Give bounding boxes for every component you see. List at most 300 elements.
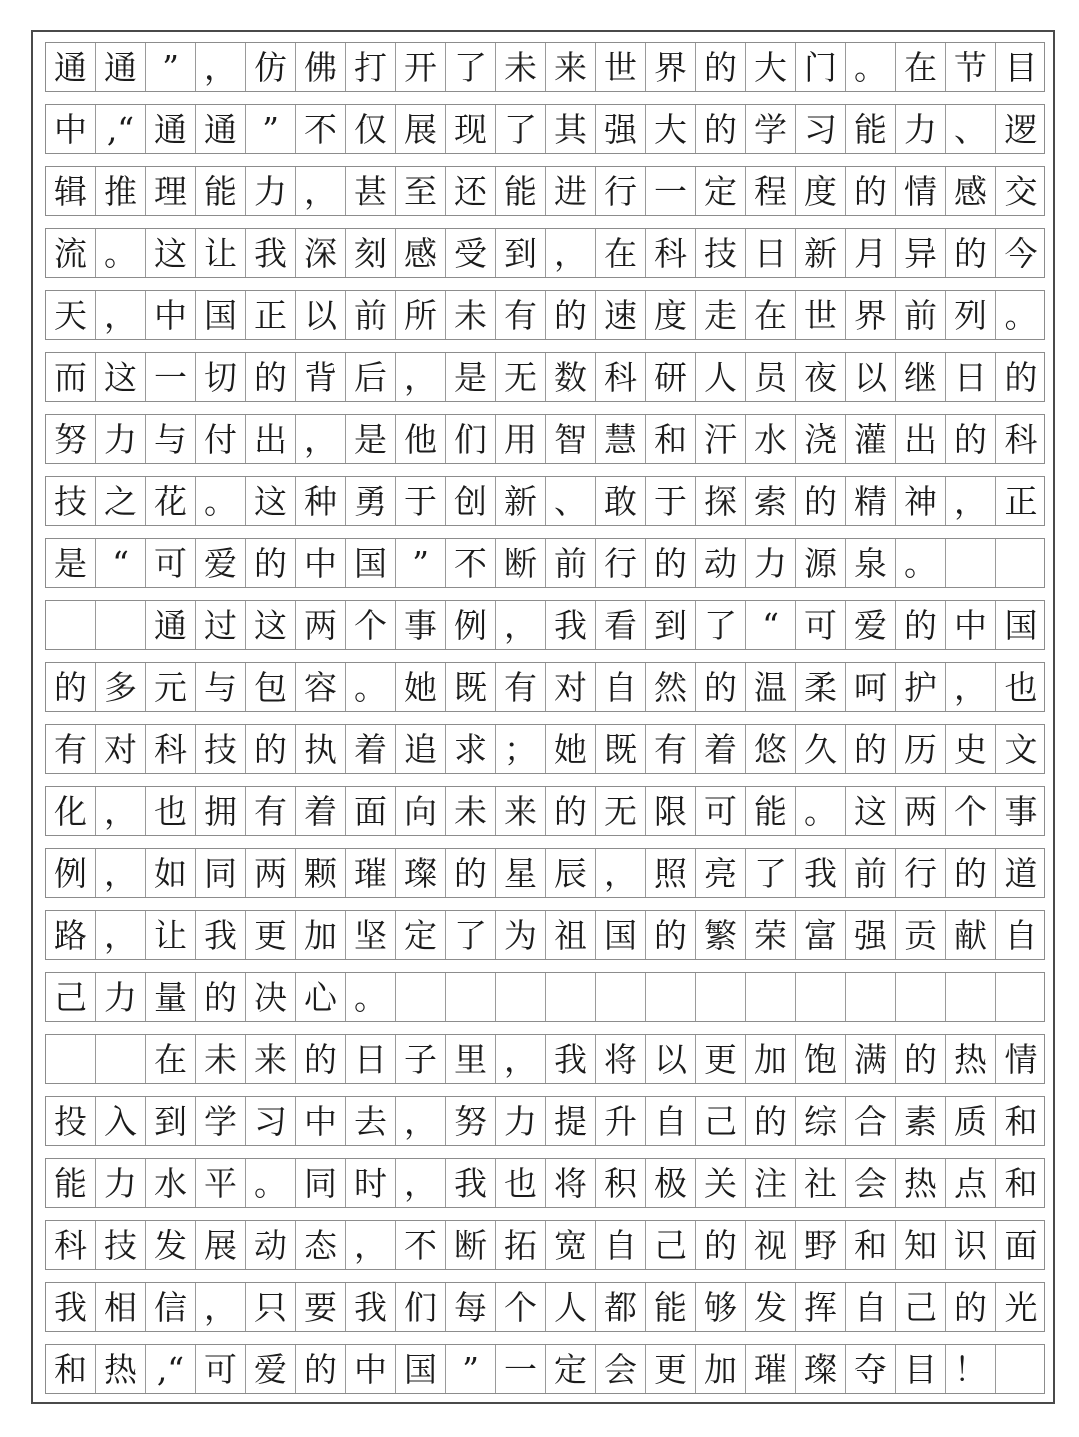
character: 通	[54, 47, 87, 87]
grid-cell	[346, 477, 396, 525]
grid-cell	[446, 601, 496, 649]
grid-row	[45, 972, 1045, 1022]
character: 未	[204, 1039, 237, 1079]
grid-cell	[546, 601, 596, 649]
character: 也	[154, 791, 187, 831]
character: 和	[854, 1225, 887, 1265]
character: 道	[1004, 853, 1038, 893]
grid-cell	[396, 229, 446, 277]
grid-cell	[646, 1035, 696, 1083]
character: 国	[404, 1349, 437, 1389]
grid-cell	[196, 663, 246, 711]
character: 史	[954, 729, 987, 769]
grid-cell	[596, 1159, 646, 1207]
grid-cell	[746, 725, 796, 773]
grid-cell	[846, 353, 896, 401]
character: 月	[854, 233, 887, 273]
character: 为	[504, 915, 537, 955]
character: 科	[54, 1225, 87, 1265]
grid-cell	[446, 105, 496, 153]
grid-cell	[996, 1035, 1046, 1083]
grid-cell	[396, 1221, 446, 1269]
grid-cell	[446, 849, 496, 897]
grid-row	[45, 1096, 1045, 1146]
character: 走	[704, 295, 737, 335]
grid-cell	[396, 539, 446, 587]
character: 节	[954, 47, 987, 87]
grid-cell	[796, 1221, 846, 1269]
character: 度	[804, 171, 837, 211]
character: 一	[654, 171, 687, 211]
grid-cell	[746, 1097, 796, 1145]
grid-cell	[196, 1159, 246, 1207]
character: 程	[754, 171, 787, 211]
grid-row	[45, 662, 1045, 712]
character: 技	[704, 233, 737, 273]
character: 未	[454, 791, 487, 831]
grid-row	[45, 290, 1045, 340]
grid-cell	[196, 477, 246, 525]
grid-cell	[546, 43, 596, 91]
grid-cell	[346, 973, 396, 1021]
character: 面	[1004, 1225, 1038, 1265]
grid-row	[45, 1344, 1045, 1394]
character: 这	[104, 357, 137, 397]
grid-cell	[346, 415, 396, 463]
grid-cell	[746, 911, 796, 959]
grid-cell	[596, 415, 646, 463]
grid-cell	[196, 539, 246, 587]
grid-cell	[46, 353, 96, 401]
grid-cell	[696, 849, 746, 897]
grid-cell	[696, 601, 746, 649]
grid-cell	[546, 1097, 596, 1145]
grid-cell	[996, 415, 1046, 463]
grid-cell	[96, 1221, 146, 1269]
character: ！	[954, 1349, 987, 1389]
character: 照	[654, 853, 687, 893]
grid-cell	[46, 1035, 96, 1083]
grid-cell	[996, 539, 1046, 587]
character: 后	[354, 357, 387, 397]
grid-cell	[946, 291, 996, 339]
grid-cell	[246, 43, 296, 91]
grid-cell	[196, 353, 246, 401]
grid-cell	[546, 1345, 596, 1393]
grid-cell	[996, 1221, 1046, 1269]
grid-cell	[946, 1097, 996, 1145]
grid-cell	[996, 291, 1046, 339]
character: 目	[904, 1349, 937, 1389]
grid-row	[45, 104, 1045, 154]
grid-cell	[296, 1035, 346, 1083]
character: 新	[804, 233, 837, 273]
grid-cell	[896, 105, 946, 153]
character: 这	[154, 233, 187, 273]
grid-cell	[346, 291, 396, 339]
character: 刻	[354, 233, 387, 273]
character: ，	[304, 171, 337, 211]
character: 现	[454, 109, 487, 149]
character: 国	[354, 543, 387, 583]
grid-cell	[846, 229, 896, 277]
grid-cell	[496, 1159, 546, 1207]
grid-cell	[246, 1221, 296, 1269]
character: 光	[1004, 1287, 1038, 1327]
character: 技	[54, 481, 87, 521]
character: 力	[104, 977, 137, 1017]
grid-cell	[496, 353, 546, 401]
character: ”	[262, 109, 279, 149]
grid-cell	[646, 1159, 696, 1207]
character: 深	[304, 233, 337, 273]
character: 加	[704, 1349, 737, 1389]
character: 日	[954, 357, 987, 397]
character: 无	[604, 791, 637, 831]
grid-cell	[196, 973, 246, 1021]
grid-cell	[246, 539, 296, 587]
grid-cell	[146, 973, 196, 1021]
grid-cell	[96, 229, 146, 277]
grid-cell	[696, 477, 746, 525]
character: 的	[854, 729, 887, 769]
grid-cell	[746, 1221, 796, 1269]
grid-cell	[346, 1221, 396, 1269]
character: 久	[804, 729, 837, 769]
character: 满	[854, 1039, 887, 1079]
character: 的	[954, 853, 987, 893]
character: 例	[454, 605, 487, 645]
character: 花	[154, 481, 187, 521]
grid-cell	[246, 477, 296, 525]
character: 佛	[304, 47, 337, 87]
character: 的	[754, 1101, 787, 1141]
grid-cell	[846, 911, 896, 959]
character: 数	[554, 357, 587, 397]
grid-cell	[296, 43, 346, 91]
grid-cell	[796, 353, 846, 401]
character: 力	[104, 419, 137, 459]
character: 要	[304, 1287, 337, 1327]
character: 泉	[854, 543, 887, 583]
grid-cell	[546, 973, 596, 1021]
character: 受	[454, 233, 487, 273]
character: 逻	[1004, 109, 1038, 149]
character: 背	[304, 357, 337, 397]
character: 和	[54, 1349, 87, 1389]
grid-cell	[596, 539, 646, 587]
character: ，	[104, 915, 137, 955]
character: 着	[304, 791, 337, 831]
character: ，	[604, 853, 637, 893]
grid-cell	[996, 1159, 1046, 1207]
character: 的	[554, 791, 587, 831]
character: 新	[504, 481, 537, 521]
grid-row	[45, 1220, 1045, 1270]
grid-cell	[96, 1159, 146, 1207]
character: 。	[254, 1163, 287, 1203]
grid-cell	[46, 849, 96, 897]
character: 慧	[604, 419, 637, 459]
grid-cell	[596, 787, 646, 835]
grid-cell	[146, 663, 196, 711]
character: 水	[754, 419, 787, 459]
grid-row	[45, 1034, 1045, 1084]
grid-cell	[146, 477, 196, 525]
character: 执	[304, 729, 337, 769]
character: 可	[154, 543, 187, 583]
character: 发	[154, 1225, 187, 1265]
character: 积	[604, 1163, 637, 1203]
grid-cell	[196, 787, 246, 835]
character: ，	[554, 233, 587, 273]
grid-cell	[946, 1221, 996, 1269]
grid-cell	[746, 353, 796, 401]
grid-cell	[596, 477, 646, 525]
character: 元	[154, 667, 187, 707]
character: 切	[204, 357, 237, 397]
character: 来	[554, 47, 587, 87]
character: 打	[354, 47, 387, 87]
character: 的	[654, 543, 687, 583]
character: 祖	[554, 915, 587, 955]
grid-cell	[296, 229, 346, 277]
character: 化	[54, 791, 87, 831]
character: 自	[604, 1225, 637, 1265]
grid-cell	[946, 477, 996, 525]
grid-cell	[896, 229, 946, 277]
grid-cell	[296, 663, 346, 711]
grid-cell	[746, 1345, 796, 1393]
grid-cell	[996, 849, 1046, 897]
grid-cell	[496, 229, 546, 277]
grid-cell	[446, 1345, 496, 1393]
grid-cell	[546, 229, 596, 277]
grid-cell	[396, 1097, 446, 1145]
character: 的	[454, 853, 487, 893]
grid-cell	[346, 105, 396, 153]
grid-cell	[996, 601, 1046, 649]
character: 不	[454, 543, 487, 583]
character: 只	[254, 1287, 287, 1327]
character: 能	[754, 791, 787, 831]
grid-cell	[546, 725, 596, 773]
grid-cell	[446, 291, 496, 339]
grid-cell	[296, 601, 346, 649]
character: 自	[604, 667, 637, 707]
grid-cell	[346, 849, 396, 897]
grid-cell	[446, 1097, 496, 1145]
grid-cell	[896, 1097, 946, 1145]
character: 通	[204, 109, 237, 149]
character: 中	[954, 605, 987, 645]
grid-cell	[946, 663, 996, 711]
character: 们	[404, 1287, 437, 1327]
grid-cell	[96, 105, 146, 153]
grid-cell	[746, 1283, 796, 1331]
grid-cell	[446, 787, 496, 835]
character: 日	[354, 1039, 387, 1079]
grid-row	[45, 166, 1045, 216]
grid-cell	[496, 973, 546, 1021]
grid-cell	[296, 1283, 346, 1331]
character: 汗	[704, 419, 737, 459]
grid-cell	[396, 911, 446, 959]
grid-cell	[596, 291, 646, 339]
character: 都	[604, 1287, 637, 1327]
grid-cell	[946, 43, 996, 91]
character: 繁	[704, 915, 737, 955]
grid-cell	[346, 725, 396, 773]
grid-cell	[696, 663, 746, 711]
character: ，	[204, 47, 237, 87]
grid-cell	[246, 725, 296, 773]
grid-cell	[596, 1345, 646, 1393]
character: 点	[954, 1163, 987, 1203]
grid-cell	[346, 353, 396, 401]
character: 目	[1004, 47, 1038, 87]
character: 自	[654, 1101, 687, 1141]
grid-cell	[446, 973, 496, 1021]
grid-cell	[396, 291, 446, 339]
character: 她	[554, 729, 587, 769]
character: 人	[704, 357, 737, 397]
character: 个	[504, 1287, 537, 1327]
character: 饱	[804, 1039, 837, 1079]
grid-cell	[946, 725, 996, 773]
grid-cell	[196, 167, 246, 215]
grid-cell	[296, 477, 346, 525]
grid-cell	[196, 1035, 246, 1083]
grid-cell	[446, 725, 496, 773]
grid-cell	[696, 105, 746, 153]
character: 前	[904, 295, 937, 335]
grid-cell	[496, 477, 546, 525]
grid-cell	[746, 229, 796, 277]
character: 异	[904, 233, 937, 273]
character: 是	[454, 357, 487, 397]
grid-cell	[646, 1097, 696, 1145]
character: 。	[804, 791, 837, 831]
grid-cell	[46, 1345, 96, 1393]
grid-cell	[796, 415, 846, 463]
character: 来	[254, 1039, 287, 1079]
grid-cell	[196, 1283, 246, 1331]
character: 之	[104, 481, 137, 521]
character: 路	[54, 915, 87, 955]
grid-cell	[246, 973, 296, 1021]
grid-cell	[146, 601, 196, 649]
grid-cell	[596, 229, 646, 277]
grid-cell	[246, 291, 296, 339]
character: 力	[254, 171, 287, 211]
grid-cell	[96, 1035, 146, 1083]
character: 的	[954, 233, 987, 273]
grid-cell	[546, 1221, 596, 1269]
character: 进	[554, 171, 587, 211]
character: 科	[654, 233, 687, 273]
grid-cell	[496, 601, 546, 649]
character: 可	[804, 605, 837, 645]
grid-cell	[896, 1221, 946, 1269]
grid-cell	[546, 415, 596, 463]
character: 以	[854, 357, 887, 397]
character: ，	[954, 667, 987, 707]
grid-cell	[546, 663, 596, 711]
grid-cell	[596, 1097, 646, 1145]
grid-cell	[396, 167, 446, 215]
grid-cell	[796, 663, 846, 711]
character: 与	[204, 667, 237, 707]
grid-cell	[946, 415, 996, 463]
character: 世	[604, 47, 637, 87]
grid-cell	[396, 415, 446, 463]
grid-row	[45, 848, 1045, 898]
grid-cell	[46, 105, 96, 153]
character: 夺	[854, 1349, 887, 1389]
character: 的	[704, 1225, 737, 1265]
character: 不	[404, 1225, 437, 1265]
character: 浇	[804, 419, 837, 459]
character: ”	[162, 47, 179, 87]
character: 前	[554, 543, 587, 583]
character: 源	[804, 543, 837, 583]
grid-cell	[796, 1283, 846, 1331]
character: 有	[254, 791, 287, 831]
character: 通	[154, 605, 187, 645]
character: 同	[304, 1163, 337, 1203]
grid-cell	[296, 1221, 346, 1269]
grid-cell	[96, 167, 146, 215]
grid-cell	[496, 1097, 546, 1145]
character: 不	[304, 109, 337, 149]
character: 到	[654, 605, 687, 645]
character: 技	[204, 729, 237, 769]
grid-cell	[996, 229, 1046, 277]
character: 种	[304, 481, 337, 521]
character: 继	[904, 357, 937, 397]
character: 的	[1004, 357, 1038, 397]
grid-cell	[696, 787, 746, 835]
character: 会	[854, 1163, 887, 1203]
character: ，	[504, 1039, 537, 1079]
character: 关	[704, 1163, 737, 1203]
character: 极	[654, 1163, 687, 1203]
character: 富	[804, 915, 837, 955]
grid-cell	[246, 1159, 296, 1207]
character: 我	[354, 1287, 387, 1327]
character: 了	[754, 853, 787, 893]
character: 断	[454, 1225, 487, 1265]
grid-cell	[346, 1035, 396, 1083]
character: 可	[204, 1349, 237, 1389]
character: 智	[554, 419, 587, 459]
grid-cell	[996, 43, 1046, 91]
character: 素	[904, 1101, 937, 1141]
character: 。	[354, 667, 387, 707]
character: 限	[654, 791, 687, 831]
character: 荣	[754, 915, 787, 955]
grid-cell	[496, 911, 546, 959]
grid-cell	[146, 353, 196, 401]
grid-cell	[496, 291, 546, 339]
grid-cell	[396, 105, 446, 153]
character: ，	[354, 1225, 387, 1265]
grid-cell	[746, 43, 796, 91]
character: 前	[354, 295, 387, 335]
character: ，	[504, 605, 537, 645]
character: 投	[54, 1101, 87, 1141]
